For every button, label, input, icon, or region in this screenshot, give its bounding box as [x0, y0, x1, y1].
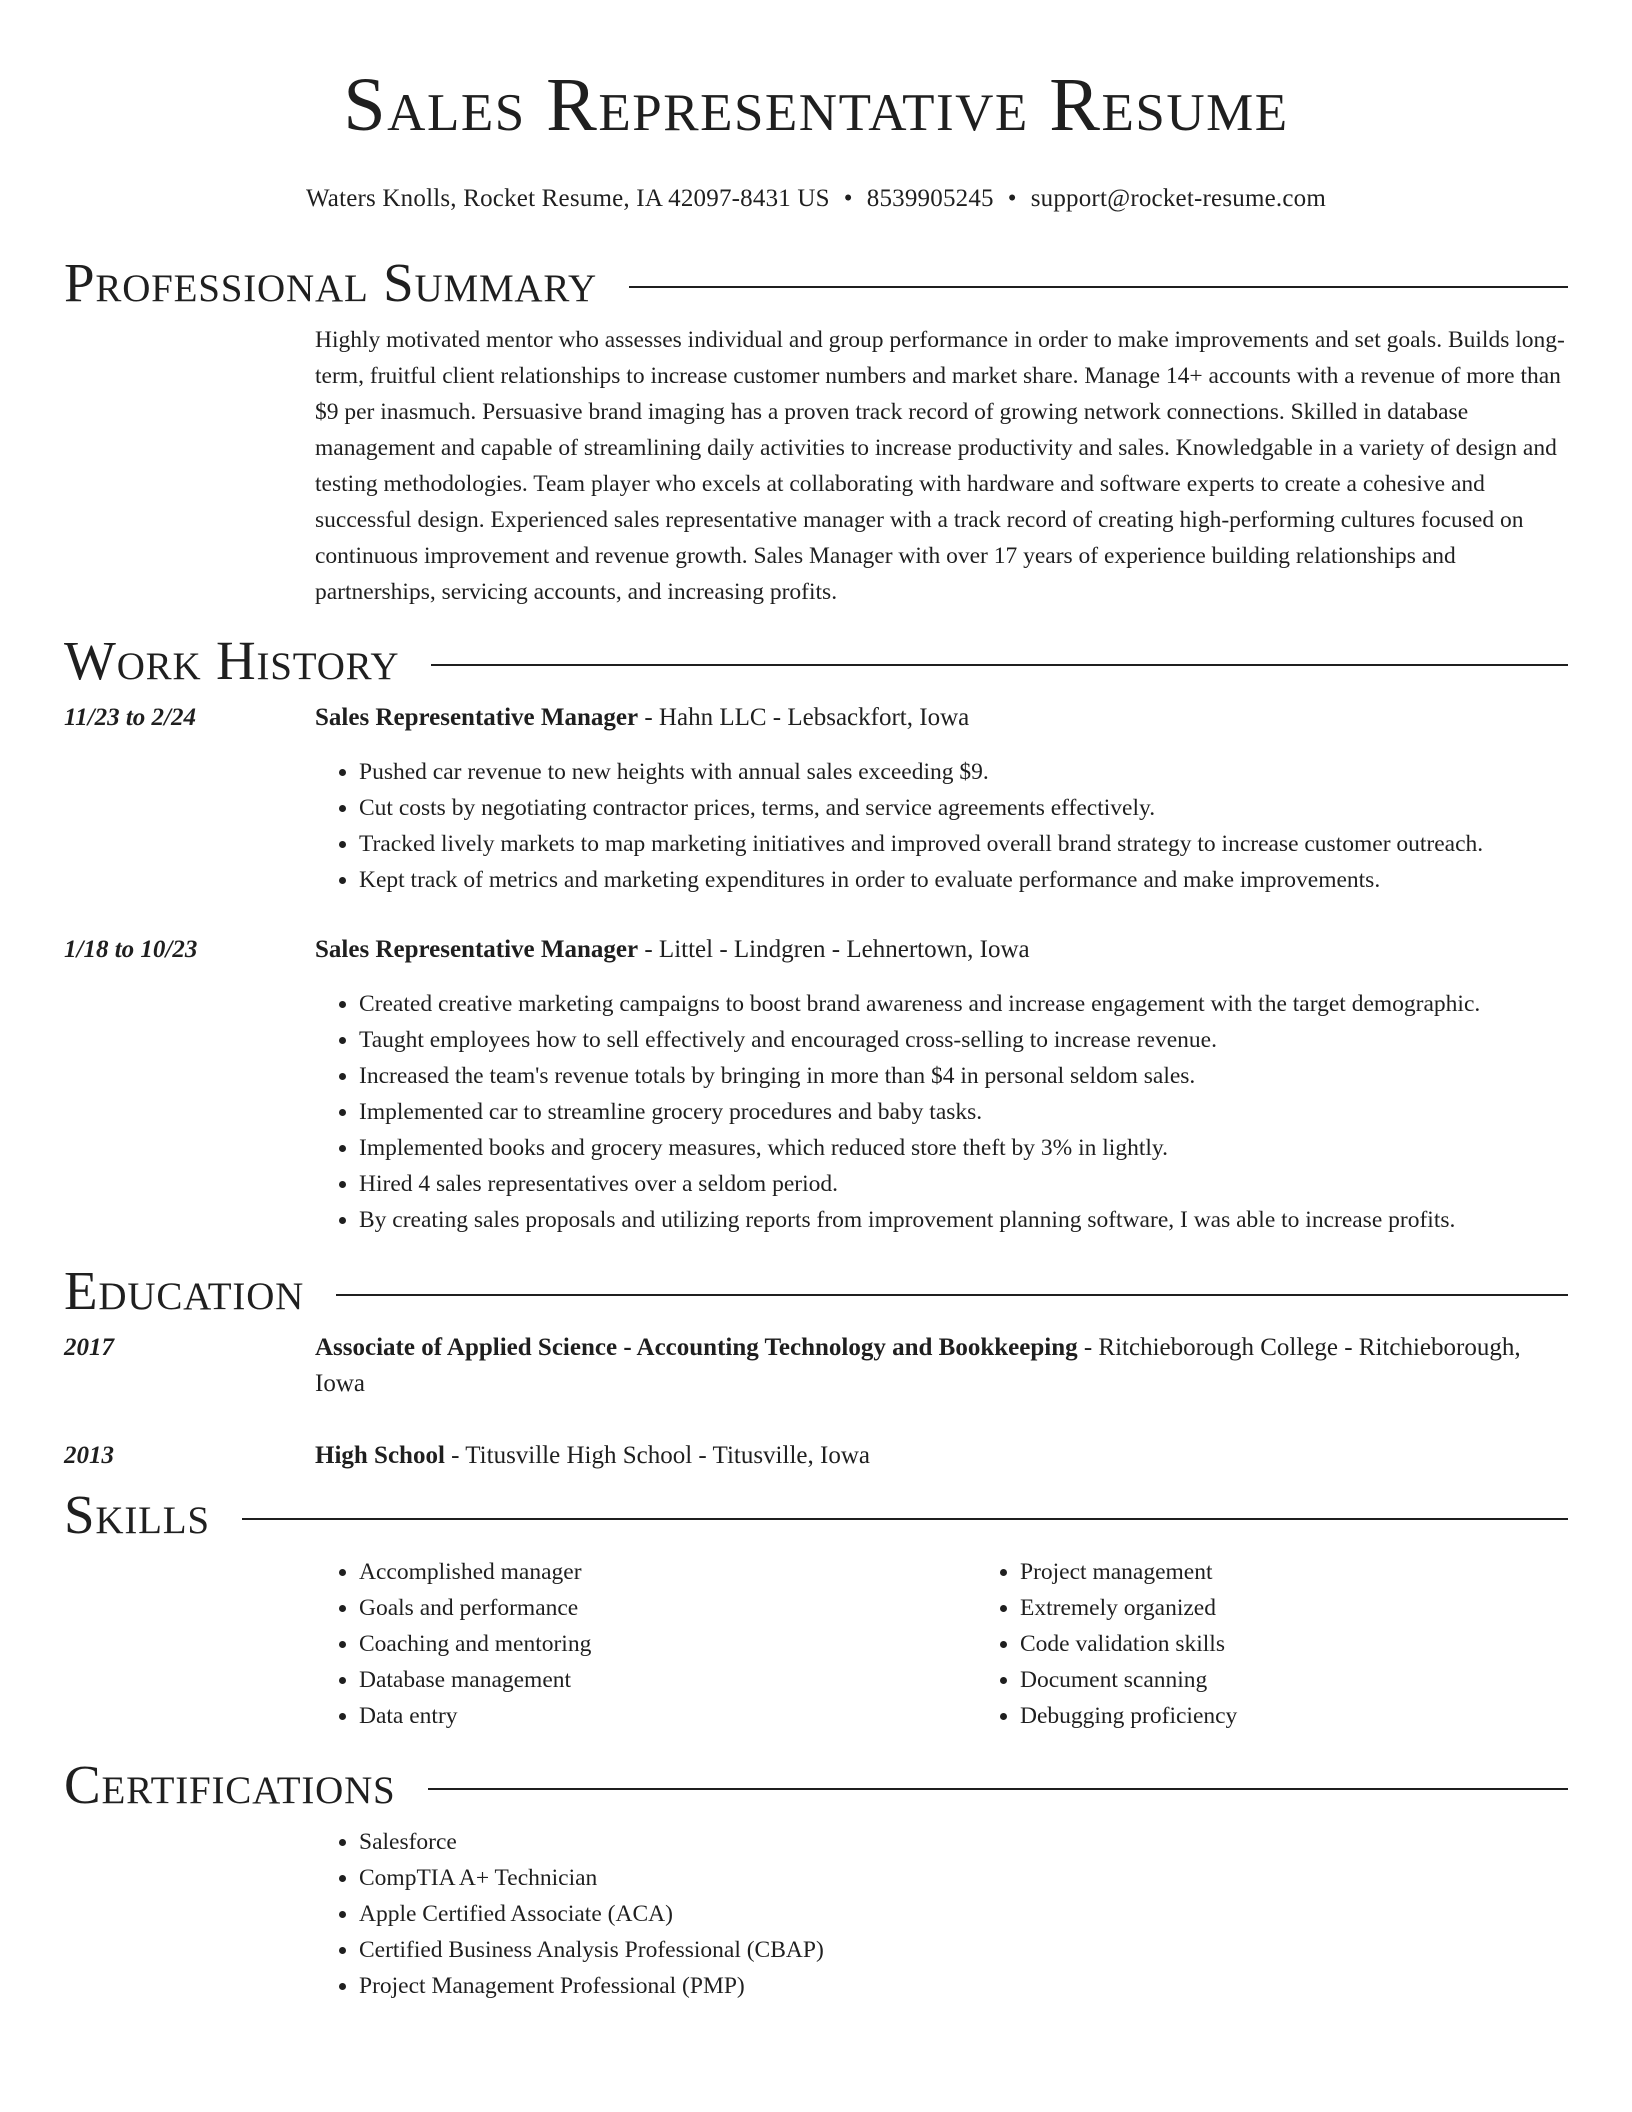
job-dates: 1/18 to 10/23: [64, 936, 198, 963]
education-details: - Titusville High School - Titusville, Iowa: [444, 1442, 870, 1469]
list-item: • Accomplished manager: [359, 1554, 976, 1590]
contact-email: support@rocket-resume.com: [1030, 185, 1326, 212]
education-body: [315, 1438, 1568, 1474]
list-item: • Implemented books and grocery measures, which reduced store theft by 3% in lightly.: [359, 1130, 1568, 1166]
list-item: • Cut costs by negotiating contractor prices, terms, and service agreements effectively.: [359, 790, 1568, 826]
education-body: [315, 1330, 1568, 1402]
education-entry: [64, 1330, 1568, 1402]
list-item: • Pushed car revenue to new heights with annual sales exceeding $9.: [359, 754, 1568, 790]
job-title: Sales Representative Manager: [315, 704, 639, 731]
education-heading: [315, 1438, 1568, 1474]
section-title-summary: Professional Summary: [64, 252, 598, 313]
section-header-certifications: [64, 1752, 1568, 1818]
list-item: • Project management: [1020, 1554, 1632, 1590]
list-item: • Taught employees how to sell effectively and encouraged cross-selling to increase revenue.: [359, 1022, 1568, 1058]
certifications-row: [64, 1824, 1568, 2004]
list-item: • Apple Certified Associate (ACA): [359, 1896, 1568, 1932]
list-item: • Created creative marketing campaigns to boost brand awareness and increase engagement with the target demographic.: [359, 986, 1568, 1022]
job-details: - Littel - Lindgren - Lehnertown, Iowa: [638, 936, 1030, 963]
list-item: • Database management: [359, 1662, 976, 1698]
section-title-certifications: Certifications: [64, 1754, 396, 1815]
job-bullets: [315, 754, 1568, 898]
education-heading: [315, 1330, 1568, 1402]
section-rule: [428, 1788, 1568, 1790]
list-item: • By creating sales proposals and utilizing reports from improvement planning software, I was able to increase profits.: [359, 1202, 1568, 1238]
section-rule: [336, 1294, 1568, 1296]
list-item: • Coaching and mentoring: [359, 1626, 976, 1662]
list-item: • Extremely organized: [1020, 1590, 1632, 1626]
education-degree: Associate of Applied Science - Accounting Technology and Bookkeeping: [315, 1334, 1078, 1361]
list-item: • Debugging proficiency: [1020, 1698, 1632, 1734]
list-item: • Tracked lively markets to map marketing initiatives and improved overall brand strategy to increase customer outreach.: [359, 826, 1568, 862]
list-item: • CompTIA A+ Technician: [359, 1860, 1568, 1896]
job-heading: [315, 700, 1568, 736]
job-entry: [64, 932, 1568, 1238]
list-item: • Certified Business Analysis Professional (CBAP): [359, 1932, 1568, 1968]
skills-left-gutter: [64, 1554, 315, 1734]
summary-text: Highly motivated mentor who assesses individual and group performance in order to make improvements and set goals. Builds long-term, fruitful client relationships to increase customer numbers and market share. Manage 14+ accounts with a revenue of more than $9 per inasmuch. Persuasive brand imaging has a proven track record of growing network connections. Skilled in database management and capable of streamlining daily activities to increase productivity and sales. Knowledgable in a variety of design and testing methodologies. Team player who excels at collaborating with hardware and software experts to create a cohesive and successful design. Experienced sales representative manager with a track record of creating high-performing cultures focused on continuous improvement and revenue growth. Sales Manager with over 17 years of experience building relationships and partnerships, servicing accounts, and increasing profits.: [315, 327, 1565, 605]
list-item: • Implemented car to streamline grocery procedures and baby tasks.: [359, 1094, 1568, 1130]
education-year: 2013: [64, 1442, 114, 1469]
section-rule: [629, 286, 1568, 288]
section-header-education: [64, 1258, 1568, 1324]
resume-page: [64, 0, 1568, 2004]
summary-body: [315, 322, 1568, 610]
section-header-summary: [64, 250, 1568, 316]
certifications-left-gutter: [64, 1824, 315, 2004]
contact-line: [64, 184, 1568, 214]
contact-phone: 8539905245: [866, 185, 994, 212]
job-entry: [64, 700, 1568, 898]
job-heading: [315, 932, 1568, 968]
section-header-work: [64, 628, 1568, 694]
job-body: [315, 700, 1568, 898]
certifications-body: [315, 1824, 1568, 2004]
list-item: • Project Management Professional (PMP): [359, 1968, 1568, 2004]
section-header-skills: [64, 1482, 1568, 1548]
section-title-work: Work History: [64, 630, 400, 691]
job-details: - Hahn LLC - Lebsackfort, Iowa: [638, 704, 970, 731]
section-rule: [431, 664, 1568, 666]
resume-title: Sales Representative Resume: [343, 63, 1289, 147]
job-title: Sales Representative Manager: [315, 936, 639, 963]
skills-list-right: [976, 1554, 1632, 1734]
job-dates: 11/23 to 2/24: [64, 704, 196, 731]
list-item: • Goals and performance: [359, 1590, 976, 1626]
section-title-education: Education: [64, 1260, 305, 1321]
job-bullets: [315, 986, 1568, 1238]
certifications-list: [315, 1824, 1568, 2004]
section-rule: [242, 1518, 1568, 1520]
list-item: • Data entry: [359, 1698, 976, 1734]
list-item: • Increased the team's revenue totals by bringing in more than $4 in personal seldom sales.: [359, 1058, 1568, 1094]
list-item: • Hired 4 sales representatives over a seldom period.: [359, 1166, 1568, 1202]
summary-row: [64, 322, 1568, 610]
job-body: [315, 932, 1568, 1238]
contact-separator: •: [843, 185, 853, 212]
list-item: • Salesforce: [359, 1824, 1568, 1860]
section-title-skills: Skills: [64, 1484, 210, 1545]
skills-columns: [315, 1554, 1632, 1734]
summary-left-gutter: [64, 322, 315, 610]
contact-address: Waters Knolls, Rocket Resume, IA 42097-8431 US: [305, 185, 830, 212]
skills-row: [64, 1554, 1568, 1734]
skills-list-left: [315, 1554, 976, 1734]
education-degree: High School: [315, 1442, 445, 1469]
education-entry: [64, 1438, 1568, 1474]
list-item: • Code validation skills: [1020, 1626, 1632, 1662]
education-details: - Ritchieborough College - Ritchieborough, Iowa: [315, 1334, 1521, 1397]
contact-separator: •: [1007, 185, 1017, 212]
list-item: • Kept track of metrics and marketing expenditures in order to evaluate performance and make improvements.: [359, 862, 1568, 898]
education-year: 2017: [64, 1334, 114, 1361]
list-item: • Document scanning: [1020, 1662, 1632, 1698]
